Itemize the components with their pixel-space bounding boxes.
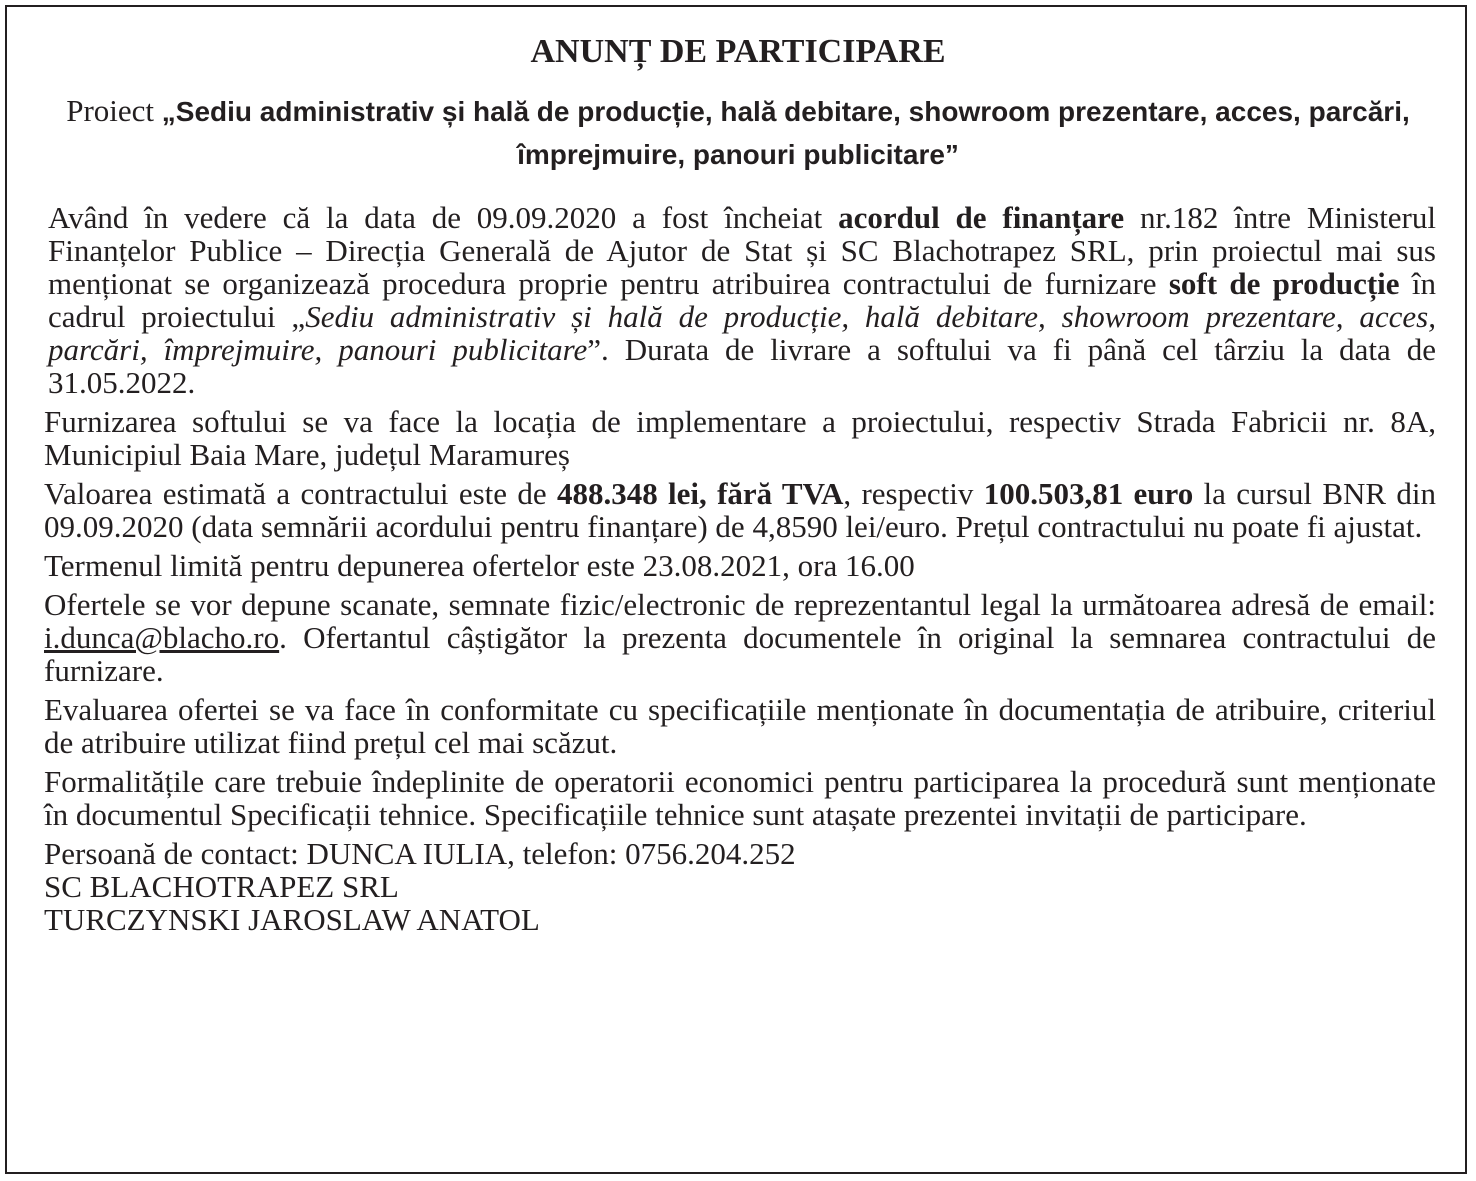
text-segment: Ofertele se vor depune scanate, semnate fizic/electronic de reprezentantul legal la următoarea adresă de email: [44,587,1436,622]
email-link[interactable]: i.dunca@blacho.ro [44,620,280,655]
financing-agreement-term: acordul de finanțare [838,200,1125,235]
company-name: SC BLACHOTRAPEZ SRL [44,869,399,904]
announcement-title: ANUNȚ DE PARTICIPARE [530,33,946,70]
text-segment: Având în vedere că la data de 09.09.2020 a fost încheiat [48,200,839,235]
paragraph-deadline: Termenul limită pentru depunerea ofertelor este 23.08.2021, ora 16.00 [44,548,915,583]
contact-person: Persoană de contact: DUNCA IULIA, telefon: 0756.204.252 [44,836,796,871]
value-lei: 488.348 lei, fără TVA [556,476,844,511]
paragraph-delivery-location: Furnizarea softului se va face la locația de implementare a proiectului, respectiv Strada Fabricii nr. 8A, Municipiul Baia Mare, județul Maramureș [44,404,1436,472]
paragraph-formalities: Formalitățile care trebuie îndeplinite de operatorii economici pentru participarea la procedură sunt menționate în documentul Specificații tehnice. Specificațiile tehnice sunt atașate prezentei invitații de participare. [44,764,1436,832]
project-heading [40,90,1436,176]
announcement-body [44,201,1436,936]
paragraph-evaluation: Evaluarea ofertei se va face în conformitate cu specificațiile menționate în documentația de atribuire, criteriul de atribuire utilizat fiind prețul cel mai scăzut. [44,692,1436,760]
text-segment: Valoarea estimată a contractului este de [44,476,557,511]
text-segment: în cadrul proiectului „ [48,266,1436,334]
project-name-italic: Sediu administrativ și hală de producție, hală debitare, showroom prezentare, acces, parcări, împrejmuire, panouri publicitare [48,299,1436,367]
text-segment: nr.182 între Ministerul Finanțelor Publice – Direcția Generală de Ajutor de Stat și SC Blachotrapez SRL, prin proiectul mai sus menționat se organizează procedura proprie pentru atribuirea contractului de furnizare [48,200,1436,301]
text-segment: la cursul BNR din 09.09.2020 (data semnării acordului pentru finanțare) de 4,8590 lei/euro. Prețul contractului nu poate fi ajustat. [44,476,1437,544]
value-euro: 100.503,81 euro [983,476,1194,511]
text-segment: . Ofertantul câștigător la prezenta documentele în original la semnarea contractului de furnizare. [44,620,1436,688]
contract-object: soft de producție [1168,266,1400,301]
paragraph-estimated-value [44,477,1436,543]
representative-name: TURCZYNSKI JAROSLAW ANATOL [44,902,540,937]
project-prefix: Proiect [66,93,162,128]
paragraph-submission [44,588,1436,687]
paragraph-financing-agreement [44,201,1436,399]
project-name: „Sediu administrativ și hală de producție, hală debitare, showroom prezentare, acces, parcări, împrejmuire, panouri publicitare” [161,96,1410,170]
text-segment: ”. Durata de livrare a softului va fi până cel târziu la data de 31.05.2022. [48,332,1436,400]
text-segment: , respectiv [843,476,984,511]
